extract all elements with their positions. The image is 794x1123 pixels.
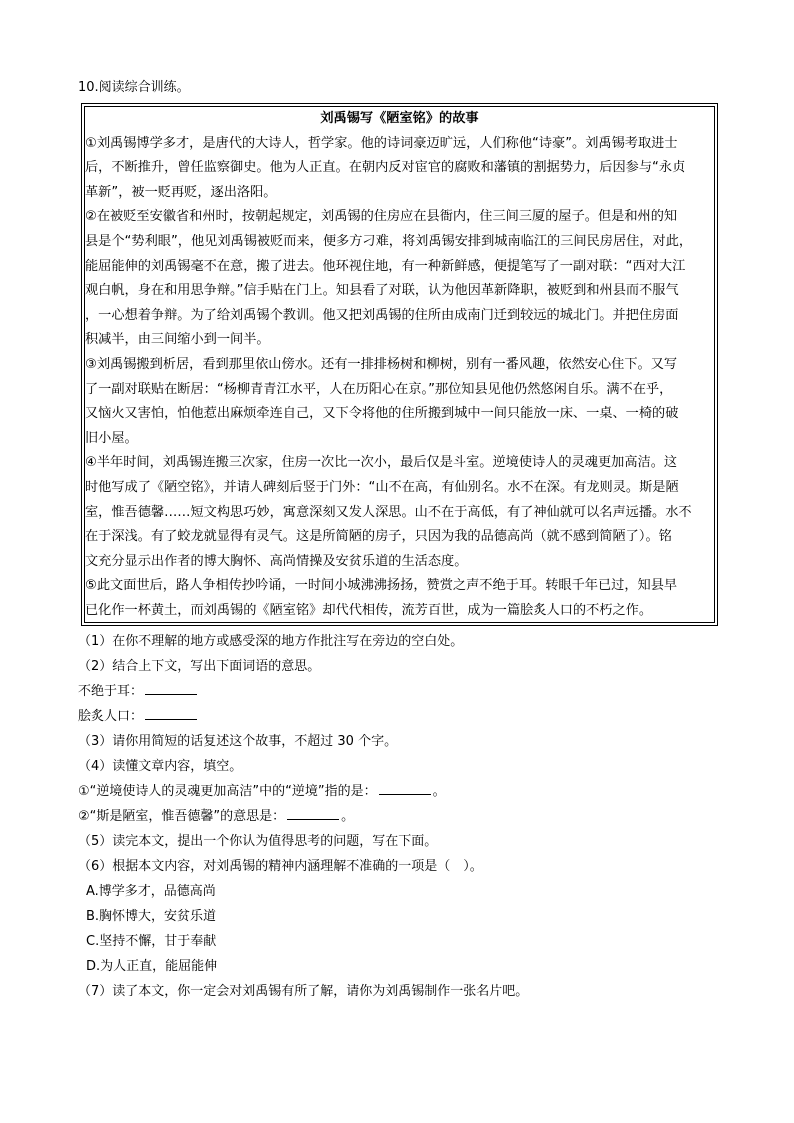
story-line: ，一心想着争辩。为了给刘禹锡个教训。他又把刘禹锡的住所由成南门迁到较远的城北门。并把住房面: [85, 307, 679, 323]
story-line: 观白帆，身在和用思争辩。”信手贴在门上。知县看了对联，认为他因革新降职，被贬到和州县而不服气: [85, 283, 679, 299]
story-line: 积减半，由三间缩小到一间半。: [85, 332, 270, 348]
question-2a: [78, 680, 199, 704]
option-d[interactable]: D.为人正直，能屈能伸: [86, 959, 218, 974]
story-frame: [81, 103, 718, 626]
story-title: 刘禹锡写《陋室铭》的故事: [320, 111, 479, 126]
story-line: ②在被贬至安徽省和州时，按朝起规定，刘禹锡的住房应在县衙内，住三间三厦的屋子。但是和州的知: [85, 209, 678, 225]
story-line: 革新”，被一贬再贬，逐出洛阳。: [85, 184, 277, 200]
story-line: 了一副对联贴在断居：“杨柳青青江水平，人在历阳心在京。”那位知县见他仍然悠闲自乐。满不在乎，: [85, 381, 673, 397]
question-2: （2）结合上下文，写出下面词语的意思。: [78, 659, 321, 674]
option-a[interactable]: A.博学多才，品德高尚: [86, 884, 216, 899]
story-line: 又恼火又害怕，怕他惹出麻烦牵连自己，又下令将他的住所搬到城中一间只能放一床、一桌、一椅的破: [85, 406, 679, 422]
story-line: 已化作一杯黄土，而刘禹锡的《陋室铭》却代代相传，流芳百世，成为一篇脍炙人口的不朽之作。: [85, 602, 653, 618]
option-c[interactable]: C.坚持不懈，甘于奉献: [86, 934, 217, 949]
question-4b: [78, 805, 354, 829]
story-inner-frame: [84, 106, 715, 623]
question-4b-label: ②“斯是陋室，惟吾德馨”的意思是：: [78, 809, 286, 824]
question-3: （3）请你用简短的话复述这个故事，不超过 30 个字。: [78, 734, 398, 749]
question-7: （7）读了本文，你一定会对刘禹锡有所了解，请你为刘禹锡制作一张名片吧。: [78, 984, 529, 999]
story-line: 能屈能伸的刘禹锡毫不在意，搬了进去。他环视住地，有一种新鲜感，便提笔写了一副对联：“西对大江: [85, 258, 686, 274]
story-line: 县是个“势利眼”，他见刘禹锡被贬而来，便多方刁难，将刘禹锡安排到城南临江的三间民房居住，对此，: [85, 233, 693, 249]
story-line: ⑤此文面世后，路人争相传抄吟诵，一时间小城沸沸扬扬，赞赏之声不绝于耳。转眼千年已过，知县早: [85, 578, 678, 594]
question-2b: [78, 705, 199, 729]
story-line: 在于深浅。有了蛟龙就显得有灵气。这是所简陋的房子，只因为我的品德高尚（就不感到简陋了）。铭: [85, 529, 672, 545]
option-b[interactable]: B.胸怀博大，安贫乐道: [86, 909, 217, 924]
question-6: （6）根据本文内容，对刘禹锡的精神内涵理解不准确的一项是（ ）。: [78, 859, 483, 874]
question-4b-end: 。: [341, 809, 355, 824]
question-4a-label: ①“逆境使诗人的灵魂更加高洁”中的“逆境”指的是：: [78, 784, 377, 799]
answer-blank-4a[interactable]: [379, 780, 431, 795]
story-line: 旧小屋。: [85, 430, 138, 446]
question-4a: [78, 780, 446, 804]
question-4a-end: 。: [432, 784, 446, 799]
story-line: 后，不断推升，曾任监察御史。他为人正直。在朝内反对宦官的腐败和藩镇的割据势力，后因参与“永贞: [85, 160, 686, 176]
question-4: （4）读懂文章内容，填空。: [78, 759, 243, 774]
story-line: ①刘禹锡博学多才，是唐代的大诗人，哲学家。他的诗词豪迈旷远，人们称他“诗豪”。刘禹锡考取进士: [85, 135, 678, 151]
story-body: [85, 132, 714, 624]
question-heading: 10.阅读综合训练。: [78, 80, 190, 95]
story-line: ③刘禹锡搬到析居，看到那里依山傍水。还有一排排杨树和柳树，别有一番风趣，依然安心住下。又写: [85, 356, 678, 372]
question-2a-label: 不绝于耳：: [78, 684, 144, 699]
story-line: 文充分显示出作者的博大胸怀、高尚情操及安贫乐道的生活态度。: [85, 553, 468, 569]
story-line: 时他写成了《陋空铭》，并请人碑刻后竖于门外：“山不在高，有仙别名。水不在深。有龙则灵。斯是陋: [85, 479, 679, 495]
question-2b-label: 脍炙人口：: [78, 709, 144, 724]
answer-blank-2b[interactable]: [145, 705, 197, 720]
question-5: （5）读完本文，提出一个你认为值得思考的问题，写在下面。: [78, 834, 438, 849]
story-line: 室，惟吾德馨……短文构思巧妙，寓意深刻又发人深思。山不在于高低，有了神仙就可以名声远播。水不: [85, 504, 692, 520]
answer-blank-4b[interactable]: [287, 805, 339, 820]
question-1: （1）在你不理解的地方或感受深的地方作批注写在旁边的空白处。: [78, 634, 464, 649]
story-line: ④半年时间，刘禹锡连搬三次家，住房一次比一次小，最后仅是斗室。逆境使诗人的灵魂更加高洁。这: [85, 455, 678, 471]
answer-blank-2a[interactable]: [145, 680, 197, 695]
